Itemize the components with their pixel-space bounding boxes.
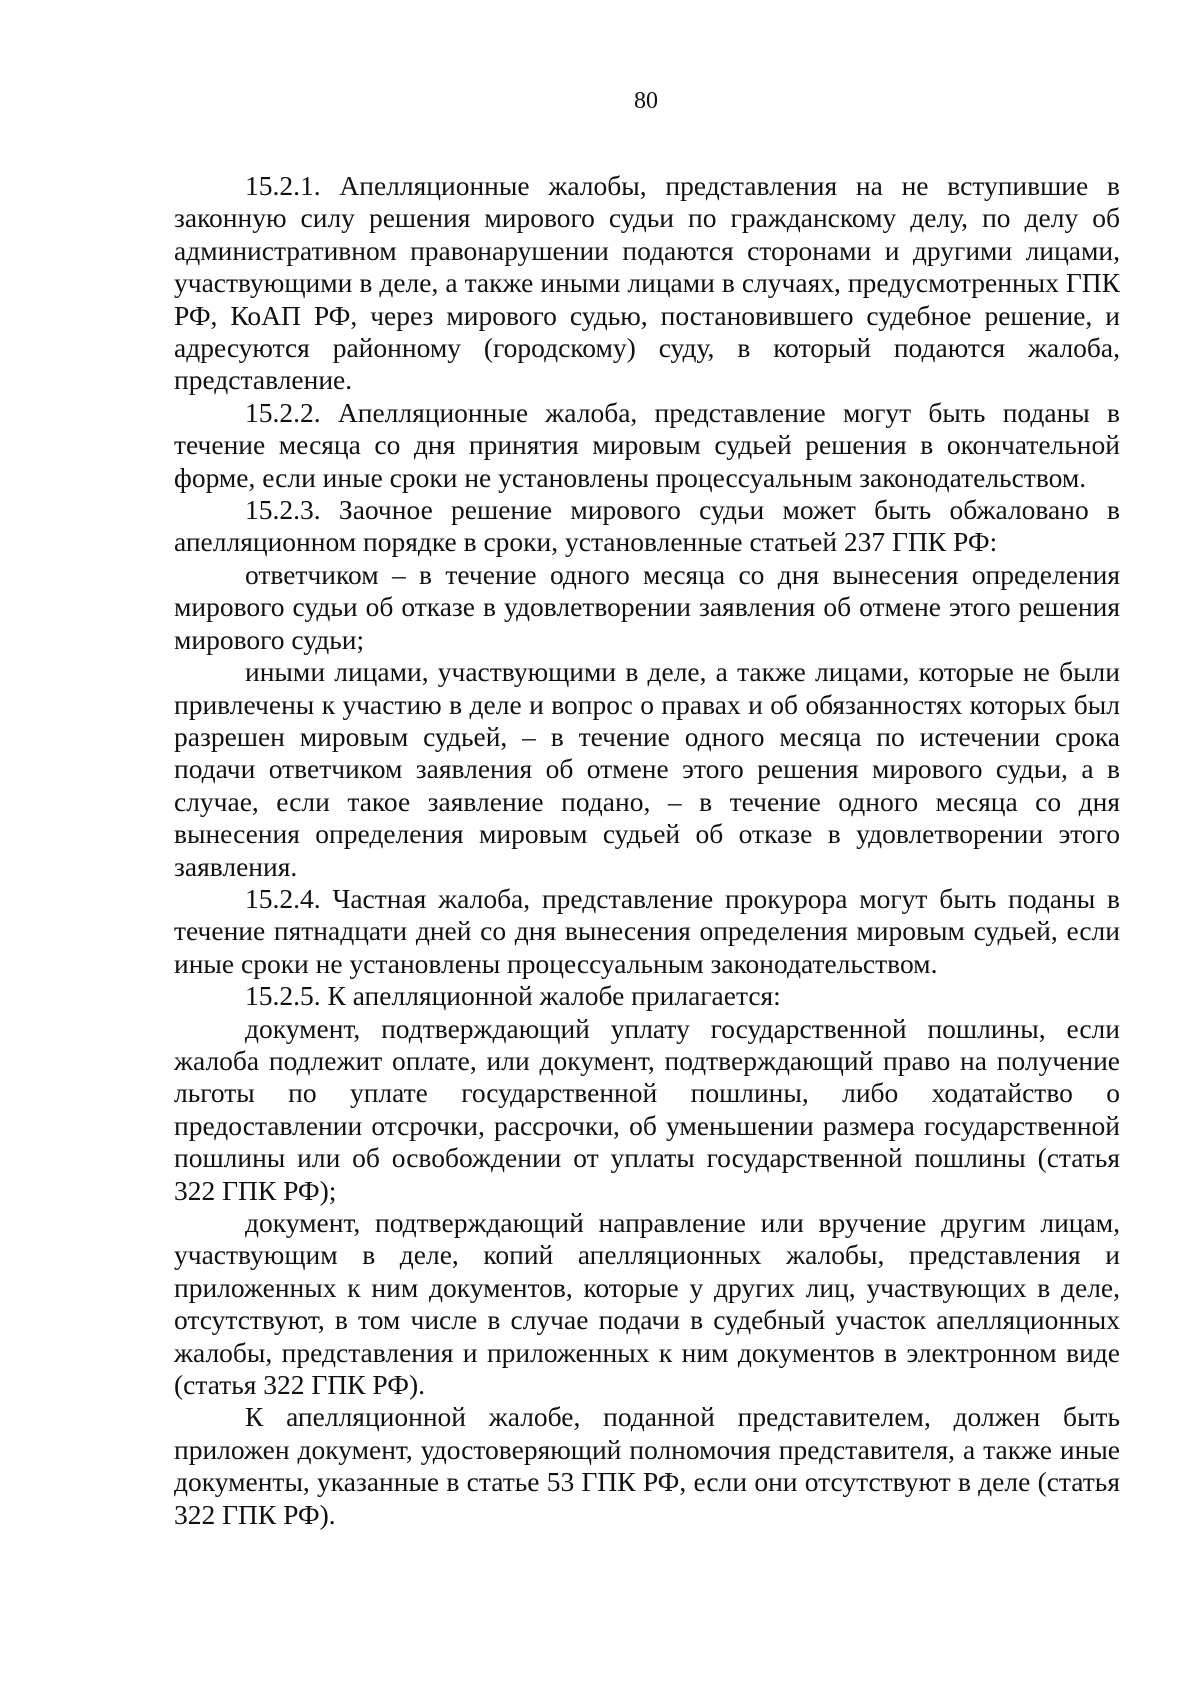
paragraph-representative-document: К апелляционной жалобе, поданной представителем, должен быть приложен документ, удостоверяющий полномочия представителя, а также иные документы, указанные в статье 53 ГПК РФ, если они отсутствуют в деле (статья 322 ГПК РФ). bbox=[174, 1401, 1120, 1530]
paragraph-15-2-5: 15.2.5. К апелляционной жалобе прилагается: bbox=[245, 980, 781, 1012]
paragraph-delivery-document: документ, подтверждающий направление или вручение другим лицам, участвующим в деле, копий апелляционных жалобы, представления и приложенных к ним документов, которые у других лиц, участвующих в деле, отсутствуют, в том числе в случае подачи в судебный участок апелляционных жалобы, представления и приложенных к ним документов в электронном виде (статья 322 ГПК РФ). bbox=[174, 1207, 1120, 1401]
paragraph-15-2-2: 15.2.2. Апелляционные жалоба, представление могут быть поданы в течение месяца со дня принятия мировым судьей решения в окончательной форме, если иные сроки не установлены процессуальным законодательством. bbox=[174, 396, 1120, 493]
paragraph-other-persons-term: иными лицами, участвующими в деле, а также лицами, которые не были привлечены к участию в деле и вопрос о правах и об обязанностях которых был разрешен мировым судьей, – в течение одного месяца по истечении срока подачи ответчиком заявления об отмене этого решения мирового судьи, а в случае, если такое заявление подано, – в течение одного месяца со дня вынесения определения мировым судьей об отказе в удовлетворении этого заявления. bbox=[174, 656, 1120, 882]
paragraph-15-2-3: 15.2.3. Заочное решение мирового судьи может быть обжаловано в апелляционном порядке в сроки, установленные статьей 237 ГПК РФ: bbox=[174, 494, 1120, 558]
paragraph-15-2-4: 15.2.4. Частная жалоба, представление прокурора могут быть поданы в течение пятнадцати дней со дня вынесения определения мировым судьей, если иные сроки не установлены процессуальным законодательством. bbox=[174, 882, 1120, 979]
paragraph-defendant-term: ответчиком – в течение одного месяца со дня вынесения определения мирового судьи об отказе в удовлетворении заявления об отмене этого решения мирового судьи; bbox=[174, 558, 1120, 655]
paragraph-15-2-1: 15.2.1. Апелляционные жалобы, представления на не вступившие в законную силу решения мирового судьи по гражданскому делу, по делу об административном правонарушении подаются сторонами и другими лицами, участвующими в деле, а также иными лицами в случаях, предусмотренных ГПК РФ, КоАП РФ, через мирового судью, постановившего судебное решение, и адресуются районному (городскому) суду, в который подаются жалоба, представление. bbox=[174, 170, 1120, 396]
page-number: 80 bbox=[634, 88, 658, 114]
document-body bbox=[174, 170, 1120, 1531]
paragraph-fee-document: документ, подтверждающий уплату государственной пошлины, если жалоба подлежит оплате, или документ, подтверждающий право на получение льготы по уплате государственной пошлины, либо ходатайство о предоставлении отсрочки, рассрочки, об уменьшении размера государственной пошлины или об освобождении от уплаты государственной пошлины (статья 322 ГПК РФ); bbox=[174, 1012, 1120, 1206]
